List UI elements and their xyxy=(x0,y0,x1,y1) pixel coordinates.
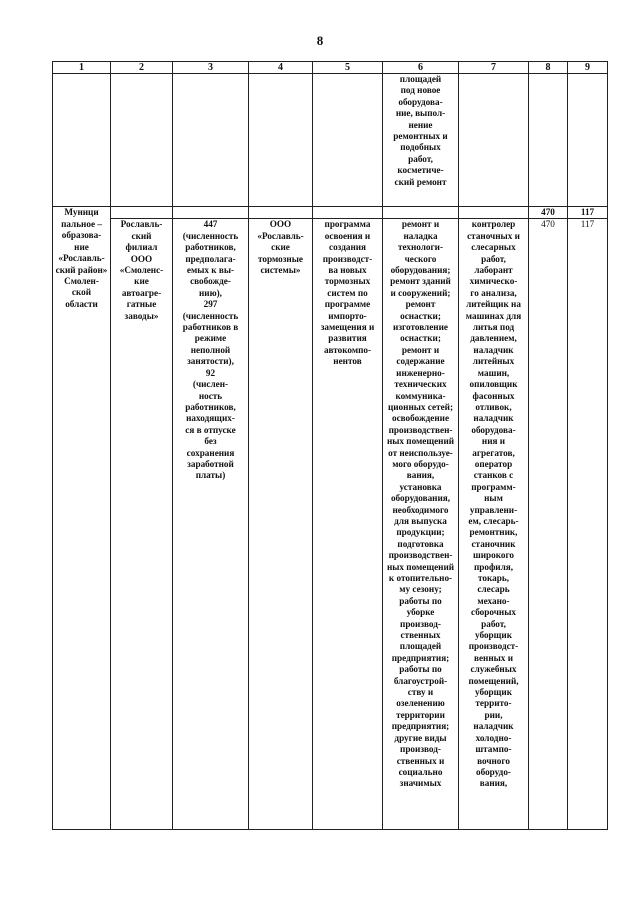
header-cell: 8 xyxy=(529,62,568,74)
table-row xyxy=(53,74,608,207)
header-cell: 4 xyxy=(249,62,313,74)
professions-cell: контролер станочных и слесарных работ, лаборант химическо- го анализа, литейщик на машинах для литья под давлением, наладчик литейных машин, опиловщик фасонных отливок, наладчик оборудова- ния и агрегатов, оператор станков с программ- ным управлени- ем, слесарь- ремонтник, станочник широкого профиля, токарь, слесарь механо- сборочных работ, уборщик производст- венных и служебных помещений, уборщик террито- рии, наладчик холодно- штампо- вочного оборудо- вания, xyxy=(459,219,529,830)
document-table xyxy=(52,61,608,830)
header-cell: 7 xyxy=(459,62,529,74)
table-cell xyxy=(459,207,529,219)
table-cell xyxy=(313,74,383,207)
header-cell: 1 xyxy=(53,62,111,74)
table-row-total xyxy=(53,207,608,219)
municipality-cell: пальное – образова- ние «Рославль- ский район» Смолен- ской области xyxy=(53,219,111,830)
table-cell xyxy=(383,207,459,219)
table-cell xyxy=(249,74,313,207)
header-cell: 5 xyxy=(313,62,383,74)
table-cell xyxy=(173,74,249,207)
table-cell xyxy=(111,207,173,219)
work-types-cell: ремонт и наладка технологи- ческого оборудования; ремонт зданий и сооружений; ремонт оснастки; изготовление оснастки; ремонт и содержание инженерно- технических коммуника- ционных сетей; освобождение производствен- ных помещений от неиспользуе- мого оборудо- вания, установка оборудования, необходимого для выпуска продукции; подготовка производствен- ных помещений к отопительно- му сезону; работы по уборке производ- ственных площадей предприятия; работы по благоустрой- ству и озеленению территории предприятия; другие виды производ- ственных и социально значимых xyxy=(383,219,459,830)
table-cell xyxy=(53,74,111,207)
program-cell: программа освоения и создания производст- ва новых тормозных систем по программе импорто- замещения и развития автокомпо- нентов xyxy=(313,219,383,830)
municipality-cell-start: Муници xyxy=(53,207,111,219)
participants-count-cell: 117 xyxy=(568,219,608,830)
header-cell: 3 xyxy=(173,62,249,74)
table-cell xyxy=(459,74,529,207)
total-participants-cell: 117 xyxy=(568,207,608,219)
table-cell xyxy=(173,207,249,219)
organization-cell: ООО «Рославль- ские тормозные системы» xyxy=(249,219,313,830)
header-cell: 2 xyxy=(111,62,173,74)
work-types-continuation: площадей под новое оборудова- ние, выпол- нение ремонтных и подобных работ, косметиче- ский ремонт xyxy=(383,74,459,207)
page-number: 8 xyxy=(316,33,324,48)
table-cell xyxy=(313,207,383,219)
table-cell xyxy=(529,74,568,207)
total-released-cell: 470 xyxy=(529,207,568,219)
header-cell: 6 xyxy=(383,62,459,74)
header-cell: 9 xyxy=(568,62,608,74)
enterprise-cell: Рославль- ский филиал ООО «Смоленс- кие автоагре- гатные заводы» xyxy=(111,219,173,830)
table-header-row xyxy=(53,62,608,74)
table-cell xyxy=(568,74,608,207)
released-count-cell: 470 xyxy=(529,219,568,830)
table-row xyxy=(53,219,608,830)
table-cell xyxy=(249,207,313,219)
table-cell xyxy=(111,74,173,207)
employees-count-cell: 447 (численность работников, предполага- емых к вы- свобожде- нию), 297 (численность работников в режиме неполной занятости), 92 (числен- ность работников, находящих- ся в отпуске без сохранения заработной платы) xyxy=(173,219,249,830)
